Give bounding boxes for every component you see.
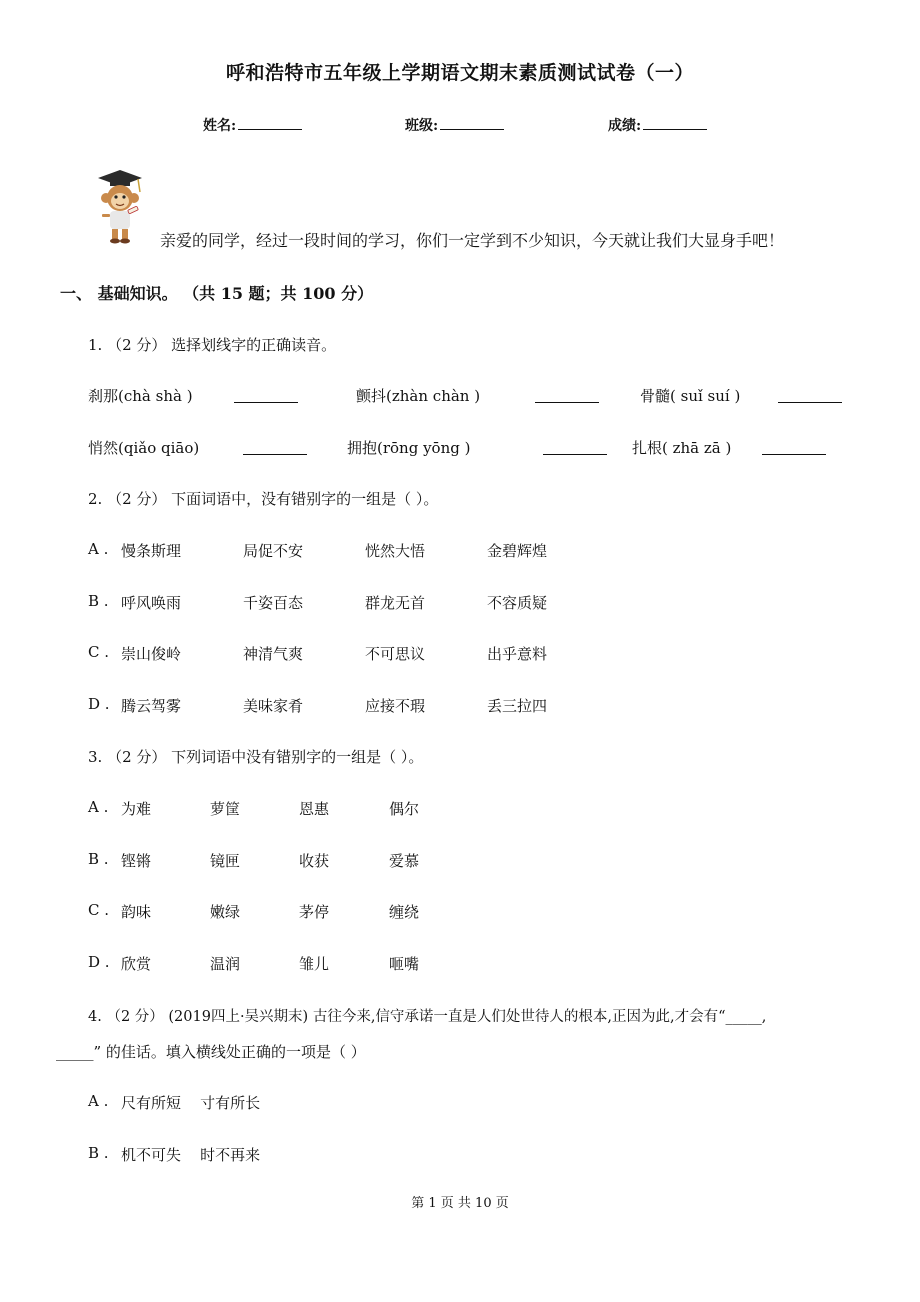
q1-item: 扎根( zhā zā )	[632, 439, 732, 457]
q1-answer-blank[interactable]	[234, 402, 298, 403]
name-label: 姓名:	[203, 118, 237, 134]
question-4-stem-cont: _____” 的佳话。填入横线处正确的一项是（ ）	[56, 1043, 366, 1061]
q2-option-word: 不可思议	[365, 645, 426, 663]
q1-answer-blank[interactable]	[535, 402, 599, 403]
question-3-stem: 3. （2 分） 下列词语中没有错别字的一组是（ ）。	[88, 748, 424, 766]
q3-option-word: 萝筐	[210, 800, 241, 818]
q3-option-word: 咂嘴	[389, 955, 420, 973]
q3-option-word: 爱慕	[389, 852, 420, 870]
q2-option-c-letter[interactable]: C .	[88, 643, 110, 661]
section-heading: 一、 基础知识。 （共 15 题；共 100 分）	[60, 284, 374, 303]
q2-option-word: 群龙无首	[365, 594, 426, 612]
q4-option-b-letter[interactable]: B .	[88, 1144, 109, 1162]
q2-option-word: 丢三拉四	[487, 697, 548, 715]
q2-option-word: 恍然大悟	[365, 542, 426, 560]
q2-option-word: 局促不安	[243, 542, 304, 560]
q2-option-word: 应接不瑕	[365, 697, 426, 715]
q2-option-word: 慢条斯理	[121, 542, 182, 560]
q3-option-word: 韵味	[121, 903, 152, 921]
q3-option-word: 恩惠	[299, 800, 330, 818]
q1-answer-blank[interactable]	[778, 402, 842, 403]
q3-option-word: 收获	[299, 852, 330, 870]
q2-option-word: 腾云驾雾	[121, 697, 182, 715]
q1-answer-blank[interactable]	[543, 454, 607, 455]
question-4-stem: 4. （2 分） (2019四上·吴兴期末) 古往今来,信守承诺一直是人们处世待人的根本,正因为此,才会有“_____,	[88, 1009, 767, 1025]
q2-option-word: 美味家肴	[243, 697, 304, 715]
intro-text: 亲爱的同学，经过一段时间的学习，你们一定学到不少知识，今天就让我们大显身手吧！	[160, 231, 785, 250]
q1-item: 骨髓( suǐ suí )	[640, 387, 741, 405]
q3-option-d-letter[interactable]: D .	[88, 953, 110, 971]
question-2-stem: 2. （2 分） 下面词语中，没有错别字的一组是（ ）。	[88, 490, 439, 508]
score-blank[interactable]	[643, 116, 707, 130]
q2-option-word: 呼风唤雨	[121, 594, 182, 612]
q2-option-b-letter[interactable]: B .	[88, 592, 109, 610]
q4-option-a-letter[interactable]: A .	[88, 1092, 109, 1110]
page-number: 第 1 页 共 10 页	[411, 1196, 509, 1211]
name-field	[203, 115, 302, 135]
q1-answer-blank[interactable]	[762, 454, 826, 455]
q1-answer-blank[interactable]	[243, 454, 307, 455]
q2-option-word: 不容质疑	[487, 594, 548, 612]
q2-option-word: 金碧辉煌	[487, 542, 548, 560]
q3-option-word: 温润	[210, 955, 241, 973]
class-label: 班级:	[405, 118, 439, 134]
class-blank[interactable]	[440, 116, 504, 130]
q3-option-word: 雏儿	[299, 955, 330, 973]
class-field	[405, 115, 504, 135]
q1-item: 拥抱(rōng yōng )	[347, 439, 471, 457]
q3-option-b-letter[interactable]: B .	[88, 850, 109, 868]
q2-option-word: 千姿百态	[243, 594, 304, 612]
q1-item: 颤抖(zhàn chàn )	[356, 387, 481, 405]
score-label: 成绩:	[608, 118, 642, 134]
q3-option-word: 嫩绿	[210, 903, 241, 921]
q3-option-word: 偶尔	[389, 800, 420, 818]
q2-option-a-letter[interactable]: A .	[88, 540, 109, 558]
q3-option-word: 缠绕	[389, 903, 420, 921]
graduate-monkey-icon	[88, 164, 148, 244]
score-field	[608, 115, 707, 135]
q3-option-c-letter[interactable]: C .	[88, 901, 110, 919]
q3-option-word: 为难	[121, 800, 152, 818]
q3-option-word: 镜匣	[210, 852, 241, 870]
question-1-stem: 1. （2 分） 选择划线字的正确读音。	[88, 336, 337, 354]
name-blank[interactable]	[238, 116, 302, 130]
q2-option-d-letter[interactable]: D .	[88, 695, 110, 713]
q2-option-word: 出乎意料	[487, 645, 548, 663]
q3-option-word: 茅停	[299, 903, 330, 921]
page-title: 呼和浩特市五年级上学期语文期末素质测试试卷（一）	[225, 62, 694, 84]
q3-option-a-letter[interactable]: A .	[88, 798, 109, 816]
q4-option-a-text: 尺有所短 寸有所长	[121, 1094, 261, 1112]
q1-item: 悄然(qiǎo qiāo)	[88, 439, 200, 457]
q1-item: 刹那(chà shà )	[88, 387, 193, 405]
q3-option-word: 铿锵	[121, 852, 152, 870]
q2-option-word: 神清气爽	[243, 645, 304, 663]
q4-option-b-text: 机不可失 时不再来	[121, 1146, 261, 1164]
q3-option-word: 欣赏	[121, 955, 152, 973]
q2-option-word: 崇山俊岭	[121, 645, 182, 663]
